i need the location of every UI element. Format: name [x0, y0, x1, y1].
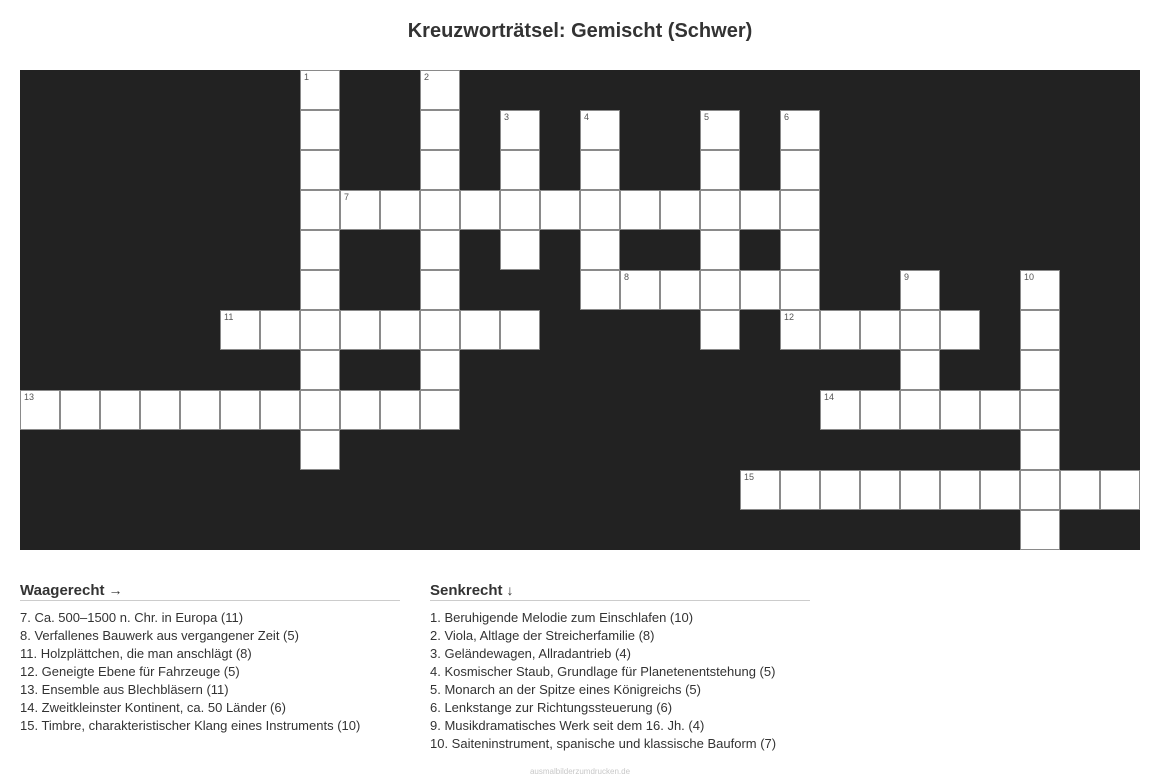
grid-cell[interactable]: [580, 230, 620, 270]
grid-cell[interactable]: [300, 310, 340, 350]
grid-cell[interactable]: [60, 390, 100, 430]
grid-cell[interactable]: [820, 310, 860, 350]
grid-cell[interactable]: [500, 150, 540, 190]
right-arrow-icon: →: [108, 582, 123, 598]
down-clue: 10. Saiteninstrument, spanische und klassische Bauform (7): [430, 736, 777, 751]
down-arrow-icon: ↓: [506, 582, 514, 598]
grid-cell[interactable]: [420, 190, 460, 230]
grid-cell[interactable]: [900, 310, 940, 350]
grid-cell[interactable]: [580, 190, 620, 230]
clue-number: 15: [744, 472, 755, 482]
grid-cell[interactable]: [1060, 470, 1100, 510]
across-heading: [20, 582, 400, 601]
clue-number: 10: [1024, 272, 1035, 282]
across-heading-label: Waagerecht: [20, 582, 105, 599]
grid-cell[interactable]: [300, 230, 340, 270]
grid-cell[interactable]: [420, 110, 460, 150]
grid-cell[interactable]: [1020, 510, 1060, 550]
clue-number: 13: [24, 392, 35, 402]
grid-cell[interactable]: [500, 310, 540, 350]
grid-cell[interactable]: [780, 150, 820, 190]
clue-number: 2: [424, 72, 430, 82]
grid-cell[interactable]: [140, 390, 180, 430]
grid-cell[interactable]: [700, 150, 740, 190]
grid-cell[interactable]: [1020, 350, 1060, 390]
crossword-grid: [20, 70, 1140, 550]
grid-cell[interactable]: [660, 270, 700, 310]
grid-cell[interactable]: [580, 110, 620, 150]
across-clue: 12. Geneigte Ebene für Fahrzeuge (5): [20, 664, 240, 679]
across-clue: 14. Zweitkleinster Kontinent, ca. 50 Länder (6): [20, 700, 286, 715]
grid-cell[interactable]: [420, 350, 460, 390]
across-clue-list: [20, 609, 400, 735]
grid-cell[interactable]: [700, 270, 740, 310]
grid-cell[interactable]: [340, 310, 380, 350]
grid-cell[interactable]: [300, 190, 340, 230]
across-clue: 7. Ca. 500–1500 n. Chr. in Europa (11): [20, 610, 244, 625]
grid-cell[interactable]: [740, 190, 780, 230]
grid-cell[interactable]: [380, 390, 420, 430]
grid-cell[interactable]: [180, 390, 220, 430]
across-clues: [20, 582, 400, 735]
grid-cell[interactable]: [1020, 390, 1060, 430]
clue-number: 1: [304, 72, 310, 82]
grid-cell[interactable]: [300, 150, 340, 190]
grid-cell[interactable]: [500, 190, 540, 230]
grid-cell[interactable]: [620, 270, 660, 310]
grid-cell[interactable]: [940, 390, 980, 430]
down-clue: 9. Musikdramatisches Werk seit dem 16. Jh. (4): [430, 718, 705, 733]
grid-cell[interactable]: [340, 190, 380, 230]
grid-cell[interactable]: [900, 270, 940, 310]
clue-number: 9: [904, 272, 910, 282]
grid-cell[interactable]: [500, 230, 540, 270]
grid-cell[interactable]: [900, 350, 940, 390]
clue-number: 11: [224, 312, 234, 322]
clue-number: 6: [784, 112, 790, 122]
grid-cell[interactable]: [500, 110, 540, 150]
grid-cell[interactable]: [300, 430, 340, 470]
grid-cell[interactable]: [820, 390, 860, 430]
grid-cell[interactable]: [300, 390, 340, 430]
grid-cell[interactable]: [380, 190, 420, 230]
grid-cell[interactable]: [940, 310, 980, 350]
footer-credit: ausmalbilderzumdrucken.de: [529, 767, 631, 776]
grid-cell[interactable]: [780, 310, 820, 350]
grid-cell[interactable]: [780, 110, 820, 150]
down-clue: 6. Lenkstange zur Richtungssteuerung (6): [430, 700, 673, 715]
grid-cell[interactable]: [1100, 470, 1140, 510]
grid-cell[interactable]: [820, 470, 860, 510]
grid-cell[interactable]: [220, 390, 260, 430]
grid-cell[interactable]: [300, 70, 340, 110]
grid-cell[interactable]: [660, 190, 700, 230]
grid-cell[interactable]: [700, 110, 740, 150]
grid-cell[interactable]: [260, 310, 300, 350]
clue-number: 3: [504, 112, 510, 122]
clue-number: 8: [624, 272, 630, 282]
down-clue: 2. Viola, Altlage der Streicherfamilie (8): [430, 628, 655, 643]
grid-cell[interactable]: [860, 390, 900, 430]
grid-cell[interactable]: [300, 110, 340, 150]
across-clue: 13. Ensemble aus Blechbläsern (11): [20, 682, 229, 697]
grid-cell[interactable]: [700, 230, 740, 270]
clue-number: 12: [784, 312, 795, 322]
grid-cell[interactable]: [420, 310, 460, 350]
grid-cell[interactable]: [420, 150, 460, 190]
grid-cell[interactable]: [700, 310, 740, 350]
page-title: Kreuzworträtsel: Gemischt (Schwer): [407, 20, 753, 42]
grid-cell[interactable]: [700, 190, 740, 230]
grid-cell[interactable]: [300, 270, 340, 310]
grid-cell[interactable]: [620, 190, 660, 230]
down-clues: [430, 582, 810, 753]
grid-cell[interactable]: [340, 390, 380, 430]
grid-cell[interactable]: [860, 470, 900, 510]
grid-cell[interactable]: [900, 390, 940, 430]
grid-cell[interactable]: [420, 230, 460, 270]
across-clue: 8. Verfallenes Bauwerk aus vergangener Zeit (5): [20, 628, 299, 643]
grid-cell[interactable]: [260, 390, 300, 430]
grid-cell[interactable]: [300, 350, 340, 390]
down-clue-list: [430, 609, 810, 753]
grid-cell[interactable]: [740, 270, 780, 310]
grid-cell[interactable]: [580, 270, 620, 310]
grid-cell[interactable]: [740, 470, 780, 510]
grid-cell[interactable]: [460, 190, 500, 230]
grid-cell[interactable]: [980, 470, 1020, 510]
clue-number: 14: [824, 392, 835, 402]
clue-number: 7: [344, 192, 350, 202]
down-clue: 1. Beruhigende Melodie zum Einschlafen (10): [430, 610, 694, 625]
down-clue: 5. Monarch an der Spitze eines Königreichs (5): [430, 682, 701, 697]
grid-cell[interactable]: [780, 230, 820, 270]
grid-cell[interactable]: [220, 310, 260, 350]
down-clue: 3. Geländewagen, Allradantrieb (4): [430, 646, 631, 661]
down-clue: 4. Kosmischer Staub, Grundlage für Planetenentstehung (5): [430, 664, 776, 679]
grid-cell[interactable]: [780, 470, 820, 510]
grid-cell[interactable]: [1020, 310, 1060, 350]
grid-cell[interactable]: [900, 470, 940, 510]
grid-cell[interactable]: [980, 390, 1020, 430]
grid-cell[interactable]: [1020, 430, 1060, 470]
grid-cell[interactable]: [20, 390, 60, 430]
grid-cell[interactable]: [940, 470, 980, 510]
across-clue: 15. Timbre, charakteristischer Klang eines Instruments (10): [20, 718, 361, 733]
grid-cell[interactable]: [780, 270, 820, 310]
grid-cell[interactable]: [1020, 270, 1060, 310]
clue-number: 5: [704, 112, 710, 122]
grid-cell[interactable]: [580, 150, 620, 190]
across-clue: 11. Holzplättchen, die man anschlägt (8): [20, 646, 252, 661]
grid-cell[interactable]: [540, 190, 580, 230]
grid-cell[interactable]: [860, 310, 900, 350]
grid-cell[interactable]: [100, 390, 140, 430]
grid-cell[interactable]: [420, 270, 460, 310]
grid-cell[interactable]: [420, 70, 460, 110]
grid-cell[interactable]: [420, 390, 460, 430]
clue-number: 4: [584, 112, 590, 122]
down-heading-label: Senkrecht: [430, 582, 503, 599]
grid-cell[interactable]: [780, 190, 820, 230]
down-heading: [430, 582, 810, 601]
grid-cell[interactable]: [460, 310, 500, 350]
grid-cell[interactable]: [1020, 470, 1060, 510]
grid-cell[interactable]: [380, 310, 420, 350]
